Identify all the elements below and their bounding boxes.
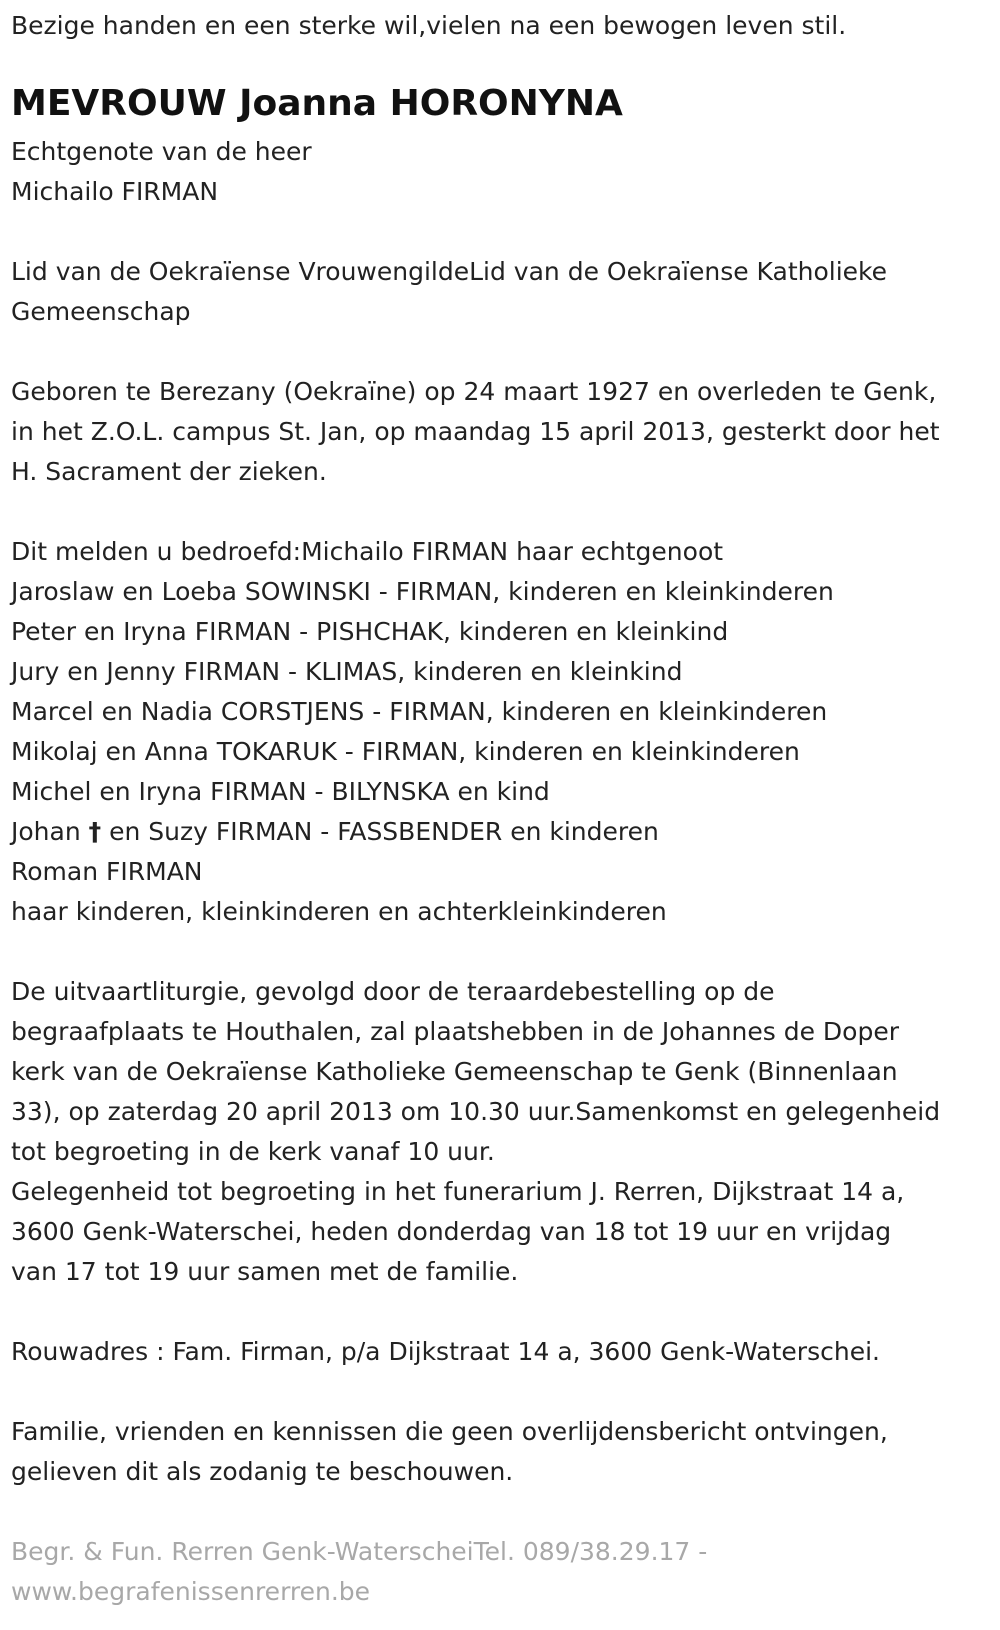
funeral-line-1: De uitvaartliturgie, gevolgd door de teraardebestelling op de (11, 977, 775, 1006)
birth-death-line-1: Geboren te Berezany (Oekraïne) op 24 maart 1927 en overleden te Genk, (11, 377, 937, 406)
spacer (11, 932, 991, 972)
funeral-line-2: begraafplaats te Houthalen, zal plaatshebben in de Johannes de Doper (11, 1017, 900, 1046)
birth-death-section (11, 372, 991, 492)
mourner-line: Marcel en Nadia CORSTJENS - FIRMAN, kinderen en kleinkinderen (11, 697, 828, 726)
mourners-closing: haar kinderen, kleinkinderen en achterkleinkinderen (11, 897, 667, 926)
mourning-address: Rouwadres : Fam. Firman, p/a Dijkstraat 14 a, 3600 Genk-Waterschei. (11, 1337, 880, 1366)
funeral-line-3: kerk van de Oekraïense Katholieke Gemeenschap te Genk (Binnenlaan (11, 1057, 898, 1086)
funeral-line-7: 3600 Genk-Waterschei, heden donderdag van 18 tot 19 uur en vrijdag (11, 1217, 892, 1246)
membership-line-2: Gemeenschap (11, 297, 191, 326)
mourner-line: Michel en Iryna FIRMAN - BILYNSKA en kind (11, 777, 550, 806)
johan-rest: en Suzy FIRMAN - FASSBENDER en kinderen (109, 817, 659, 846)
spouse-line-2: Michailo FIRMAN (11, 177, 219, 206)
spacer (11, 492, 991, 532)
deceased-name: MEVROUW Joanna HORONYNA (11, 83, 623, 124)
mourner-line: Peter en Iryna FIRMAN - PISHCHAK, kinderen en kleinkind (11, 617, 729, 646)
mourner-line-johan (11, 812, 991, 852)
cross-icon: † (88, 817, 102, 846)
footer (11, 1532, 991, 1612)
funeral-line-5: tot begroeting in de kerk vanaf 10 uur. (11, 1137, 495, 1166)
notice-line-2: gelieven dit als zodanig te beschouwen. (11, 1457, 514, 1486)
obituary-document (11, 0, 991, 1612)
mourner-line: Jaroslaw en Loeba SOWINSKI - FIRMAN, kinderen en kleinkinderen (11, 577, 834, 606)
mourners-intro: Dit melden u bedroefd:Michailo FIRMAN haar echtgenoot (11, 537, 724, 566)
mourner-line: Mikolaj en Anna TOKARUK - FIRMAN, kinderen en kleinkinderen (11, 737, 800, 766)
notice-section (11, 1412, 991, 1492)
motto-text: Bezige handen en een sterke wil,vielen na een bewogen leven stil. (11, 11, 847, 40)
spacer (11, 1292, 991, 1332)
spacer (11, 332, 991, 372)
birth-death-line-2: in het Z.O.L. campus St. Jan, op maandag 15 april 2013, gesterkt door het (11, 417, 940, 446)
birth-death-line-3: H. Sacrament der zieken. (11, 457, 327, 486)
mourners-section (11, 532, 991, 932)
mourner-line: Jury en Jenny FIRMAN - KLIMAS, kinderen en kleinkind (11, 657, 683, 686)
funeral-line-8: van 17 tot 19 uur samen met de familie. (11, 1257, 519, 1286)
notice-line-1: Familie, vrienden en kennissen die geen overlijdensbericht ontvingen, (11, 1417, 888, 1446)
footer-website-link[interactable]: www.begrafenissenrerren.be (11, 1577, 371, 1606)
mourner-line-roman: Roman FIRMAN (11, 857, 203, 886)
funeral-line-6: Gelegenheid tot begroeting in het funerarium J. Rerren, Dijkstraat 14 a, (11, 1177, 905, 1206)
footer-line-1: Begr. & Fun. Rerren Genk-WaterscheiTel. 089/38.29.17 - (11, 1537, 708, 1566)
spacer (11, 1492, 991, 1532)
johan-name: Johan (11, 817, 81, 846)
spacer (11, 212, 991, 252)
funeral-line-4: 33), op zaterdag 20 april 2013 om 10.30 uur.Samenkomst en gelegenheid (11, 1097, 941, 1126)
funeral-section (11, 972, 991, 1292)
spacer (11, 1372, 991, 1412)
membership-section (11, 252, 991, 332)
membership-line-1: Lid van de Oekraïense VrouwengildeLid van de Oekraïense Katholieke (11, 257, 888, 286)
spouse-line-1: Echtgenote van de heer (11, 137, 312, 166)
spouse-section (11, 132, 991, 212)
